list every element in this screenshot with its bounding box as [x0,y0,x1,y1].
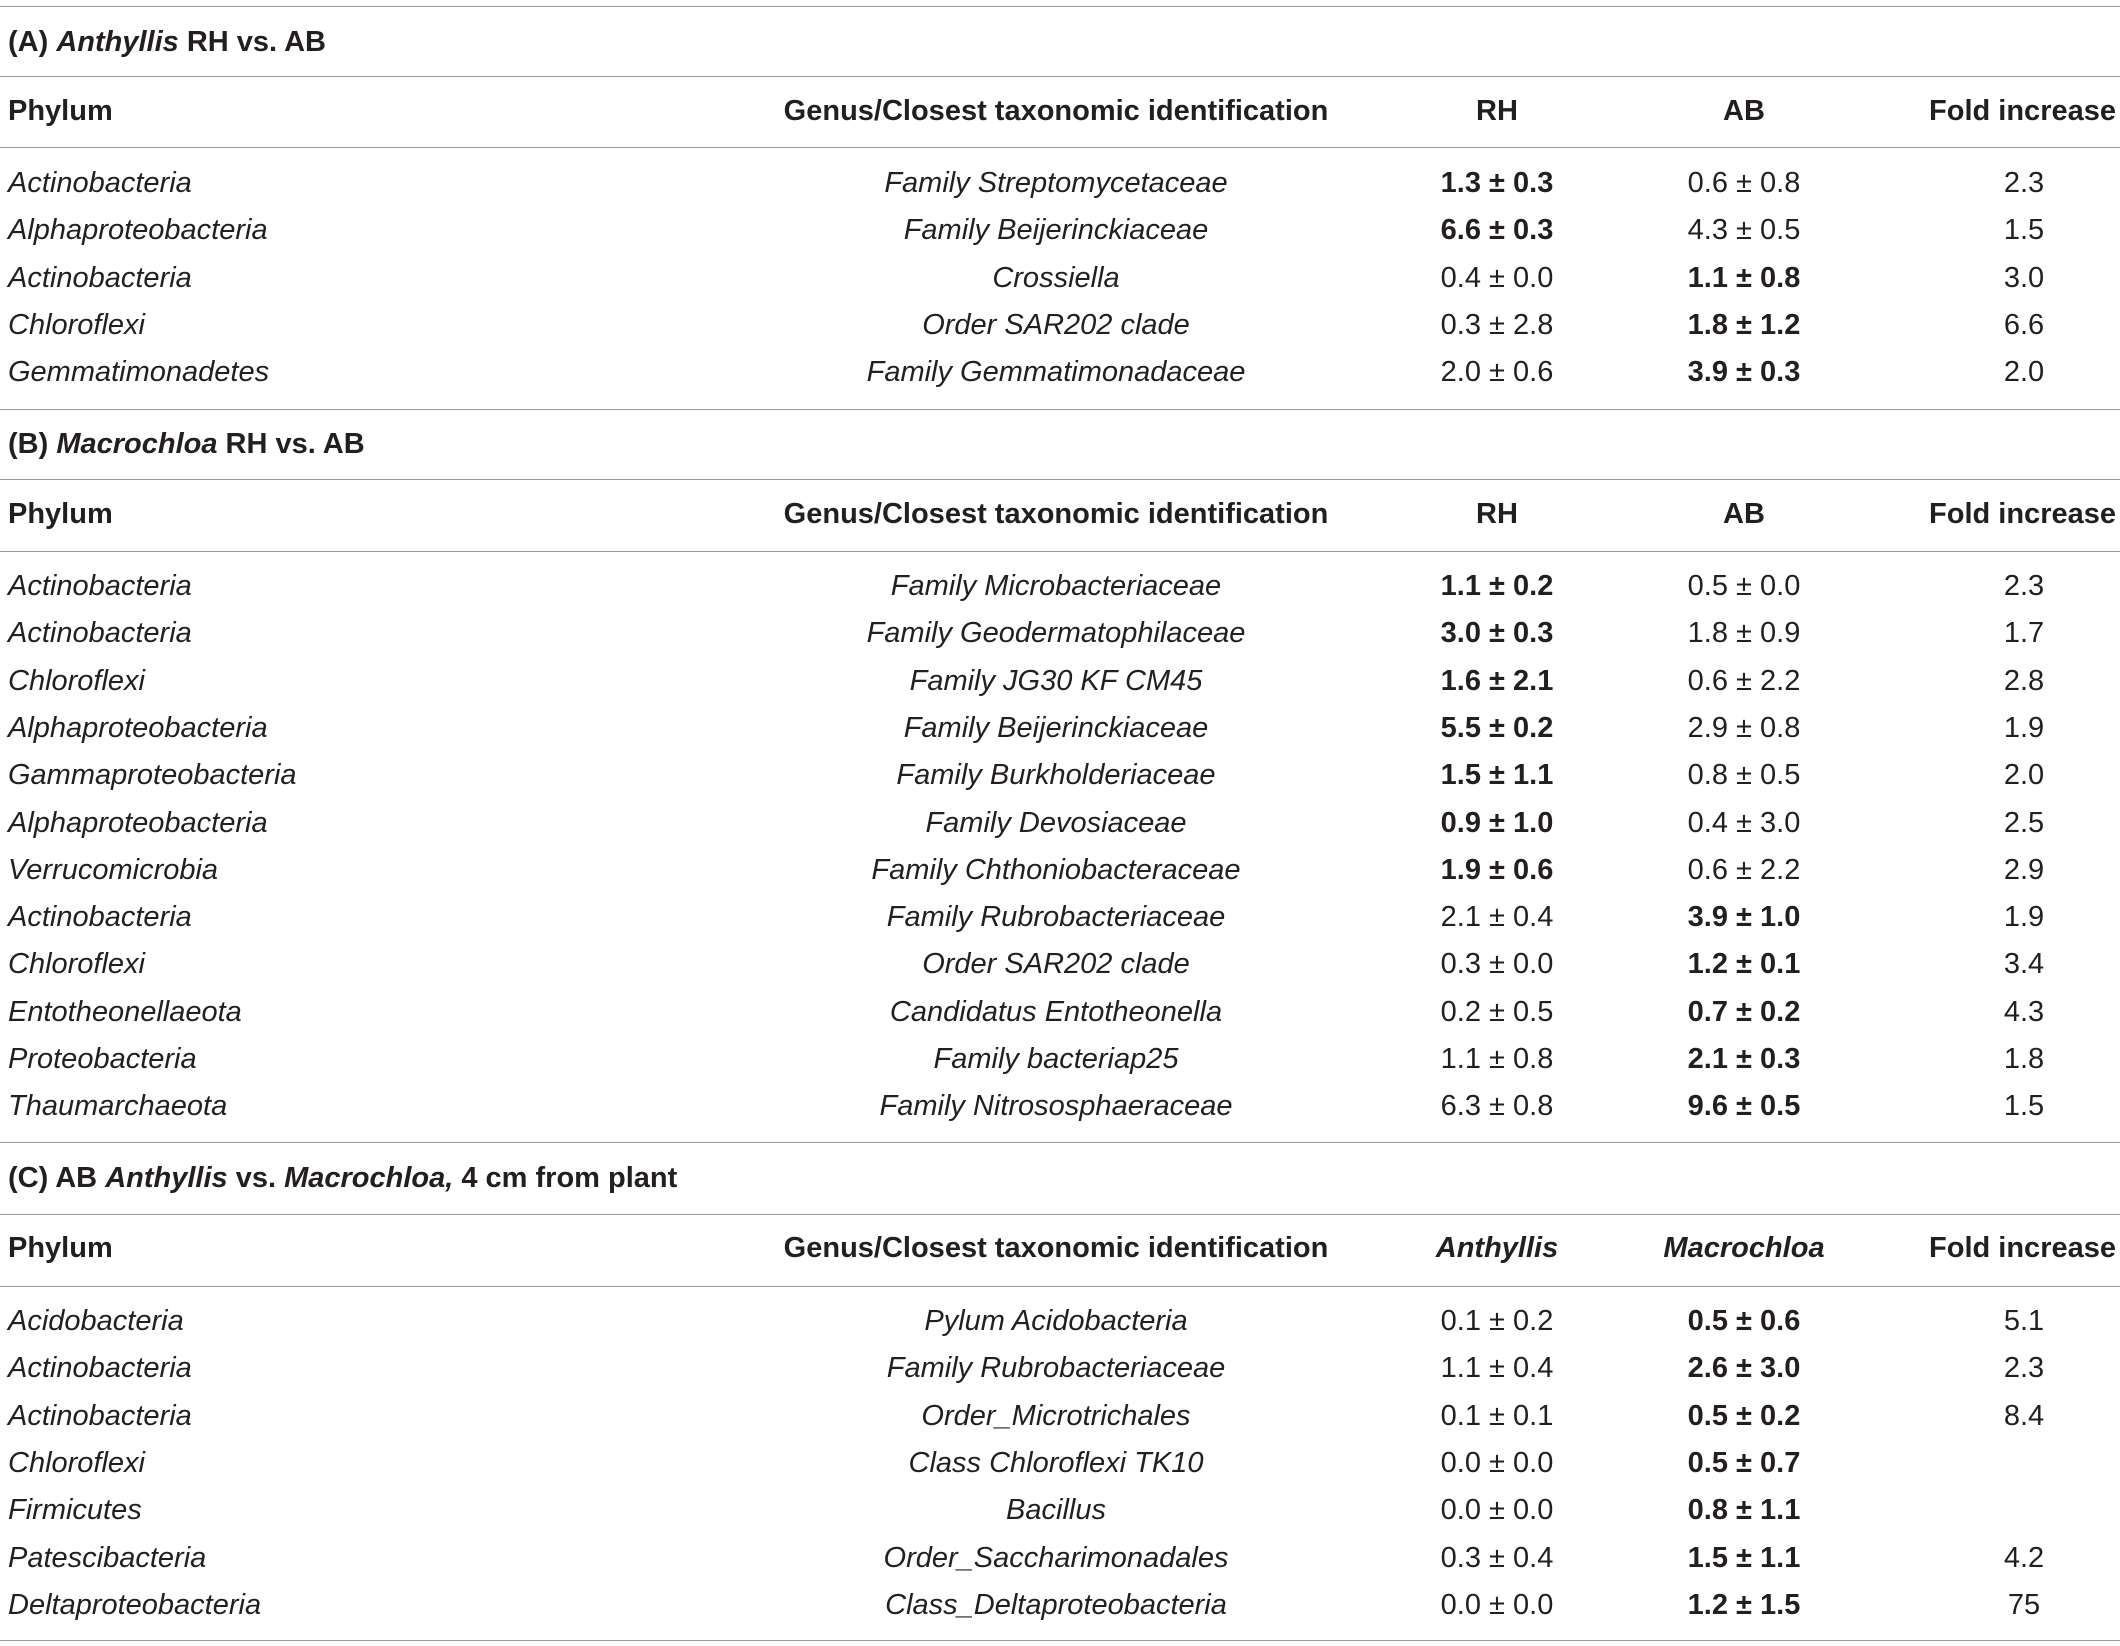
cell-genus: Family Nitrososphaeraceae [879,1090,1233,1123]
cell-value-a: 2.1 ± 0.4 [1440,901,1554,934]
cell-value-a: 1.1 ± 0.4 [1440,1352,1554,1385]
cell-value-b: 2.6 ± 3.0 [1687,1352,1801,1385]
cell-fold-increase: 1.7 [2003,617,2045,650]
cell-value-b: 1.8 ± 0.9 [1687,617,1801,650]
header-phylum: Phylum [8,95,113,127]
cell-value-a: 2.0 ± 0.6 [1440,356,1554,389]
header-rule [0,551,2120,552]
header-rule [0,1286,2120,1287]
cell-fold-increase: 2.0 [2003,356,2045,389]
section-title-mid: vs. [227,1162,285,1194]
section-title-rest: 4 cm from plant [453,1162,678,1194]
cell-genus: Family Rubrobacteriaceae [886,1352,1226,1385]
cell-genus: Family Geodermatophilaceae [866,617,1246,650]
cell-value-b: 4.3 ± 0.5 [1687,214,1801,247]
cell-genus: Class Chloroflexi TK10 [908,1446,1204,1479]
cell-fold-increase: 1.5 [2003,214,2045,247]
cell-fold-increase: 1.9 [2003,711,2045,744]
cell-value-b: 1.2 ± 0.1 [1687,948,1801,981]
cell-value-b: 0.7 ± 0.2 [1687,995,1801,1028]
cell-genus: Order SAR202 clade [922,948,1190,981]
cell-genus: Order_Saccharimonadales [883,1541,1229,1574]
cell-phylum: Acidobacteria [8,1305,184,1337]
section-title-italic: Anthyllis [56,26,179,58]
cell-value-a: 0.9 ± 1.0 [1440,806,1554,839]
section-title-rest: RH vs. AB [217,428,365,460]
cell-value-a: 0.0 ± 0.0 [1440,1446,1554,1479]
cell-phylum: Proteobacteria [8,1043,197,1075]
section-title-italic: Anthyllis [105,1162,228,1194]
header-rule [0,147,2120,148]
cell-phylum: Chloroflexi [8,1446,145,1479]
section-title-rest: RH vs. AB [178,26,326,58]
header-phylum: Phylum [8,498,113,530]
cell-fold-increase: 2.5 [2003,806,2045,839]
cell-phylum: Firmicutes [8,1494,142,1527]
section-label: (C) AB [8,1162,106,1194]
cell-value-a: 0.1 ± 0.1 [1440,1399,1554,1432]
cell-genus: Family JG30 KF CM45 [909,664,1203,697]
cell-value-a: 0.4 ± 0.0 [1440,261,1554,294]
cell-phylum: Actinobacteria [8,261,192,294]
cell-phylum: Chloroflexi [8,664,145,697]
cell-phylum: Gemmatimonadetes [8,356,270,389]
cell-genus: Family Rubrobacteriaceae [886,901,1226,934]
cell-fold-increase: 3.4 [2003,948,2045,981]
cell-value-a: 1.3 ± 0.3 [1440,167,1554,199]
cell-phylum: Actinobacteria [8,901,192,934]
cell-fold-increase: 1.5 [2003,1090,2045,1123]
section-title-italic: Macrochloa [56,428,218,460]
cell-fold-increase: 8.4 [2003,1399,2045,1432]
cell-genus: Family Burkholderiaceae [896,759,1216,792]
cell-value-a: 6.3 ± 0.8 [1440,1090,1554,1123]
cell-genus: Family Streptomycetaceae [884,167,1228,199]
cell-phylum: Entotheonellaeota [8,995,242,1028]
cell-value-b: 0.5 ± 0.7 [1687,1446,1801,1479]
cell-value-a: 1.9 ± 0.6 [1440,853,1554,886]
cell-fold-increase: 2.0 [2003,759,2045,792]
cell-value-b: 0.5 ± 0.6 [1687,1305,1801,1337]
top-rule [0,6,2120,7]
cell-value-b: 1.1 ± 0.8 [1687,261,1801,294]
section-title [8,1162,677,1195]
cell-value-a: 0.1 ± 0.2 [1440,1305,1554,1337]
bottom-rule [0,1142,2120,1143]
cell-phylum: Alphaproteobacteria [8,711,268,744]
cell-value-a: 3.0 ± 0.3 [1440,617,1554,650]
cell-value-b: 0.5 ± 0.0 [1687,570,1801,602]
cell-fold-increase: 2.9 [2003,853,2045,886]
cell-fold-increase: 2.3 [2003,570,2045,602]
header-col-a: RH [1476,498,1518,530]
header-col-b: AB [1723,95,1765,127]
cell-phylum: Deltaproteobacteria [8,1588,262,1621]
cell-phylum: Chloroflexi [8,948,145,981]
cell-value-a: 5.5 ± 0.2 [1440,711,1554,744]
cell-fold-increase: 2.3 [2003,1352,2045,1385]
cell-value-a: 0.3 ± 0.0 [1440,948,1554,981]
cell-fold-increase: 2.3 [2003,167,2045,199]
cell-genus: Family Beijerinckiaceae [903,711,1209,744]
bottom-rule [0,1640,2120,1641]
cell-value-a: 1.1 ± 0.2 [1440,570,1554,602]
cell-phylum: Patescibacteria [8,1541,207,1574]
cell-value-a: 0.3 ± 0.4 [1440,1541,1554,1574]
cell-genus: Family bacteriap25 [933,1043,1179,1075]
cell-value-b: 3.9 ± 1.0 [1687,901,1801,934]
cell-genus: Candidatus Entotheonella [889,995,1223,1028]
section-rule [0,76,2120,77]
header-fold: Fold increase [1929,95,2116,127]
cell-fold-increase: 3.0 [2003,261,2045,294]
header-phylum: Phylum [8,1232,113,1264]
cell-value-a: 1.1 ± 0.8 [1440,1043,1554,1075]
cell-value-a: 0.0 ± 0.0 [1440,1588,1554,1621]
section-title [8,26,326,59]
cell-value-b: 0.6 ± 2.2 [1687,853,1801,886]
cell-genus: Pylum Acidobacteria [924,1305,1188,1337]
cell-genus: Family Gemmatimonadaceae [866,356,1246,389]
cell-value-a: 0.0 ± 0.0 [1440,1494,1554,1527]
cell-genus: Crossiella [992,261,1120,294]
cell-phylum: Actinobacteria [8,167,192,199]
cell-fold-increase: 2.8 [2003,664,2045,697]
cell-phylum: Thaumarchaeota [8,1090,228,1123]
cell-genus: Family Microbacteriaceae [890,570,1222,602]
cell-phylum: Gammaproteobacteria [8,759,297,792]
header-col-a: Anthyllis [1435,1232,1559,1264]
cell-value-b: 0.4 ± 3.0 [1687,806,1801,839]
header-fold: Fold increase [1929,498,2116,530]
cell-phylum: Alphaproteobacteria [8,806,268,839]
cell-genus: Family Chthoniobacteraceae [871,853,1241,886]
cell-value-b: 2.9 ± 0.8 [1687,711,1801,744]
cell-value-b: 0.6 ± 0.8 [1687,167,1801,199]
section-label: (B) [8,428,57,460]
cell-value-b: 1.2 ± 1.5 [1687,1588,1801,1621]
cell-phylum: Actinobacteria [8,617,192,650]
section-title [8,428,365,461]
cell-value-b: 0.5 ± 0.2 [1687,1399,1801,1432]
section-label: (A) [8,26,57,58]
section-rule [0,479,2120,480]
header-col-b: Macrochloa [1663,1232,1825,1264]
header-fold: Fold increase [1929,1232,2116,1264]
cell-value-a: 0.3 ± 2.8 [1440,308,1554,341]
header-genus: Genus/Closest taxonomic identification [783,1232,1329,1264]
cell-genus: Family Beijerinckiaceae [903,214,1209,247]
cell-value-a: 0.2 ± 0.5 [1440,995,1554,1028]
cell-phylum: Actinobacteria [8,1399,192,1432]
section-title-italic2: Macrochloa, [284,1162,454,1194]
cell-phylum: Alphaproteobacteria [8,214,268,247]
cell-fold-increase: 5.1 [2003,1305,2045,1337]
cell-value-b: 3.9 ± 0.3 [1687,356,1801,389]
cell-fold-increase: 4.2 [2003,1541,2045,1574]
cell-value-b: 1.5 ± 1.1 [1687,1541,1801,1574]
cell-value-a: 1.6 ± 2.1 [1440,664,1554,697]
cell-value-b: 0.6 ± 2.2 [1687,664,1801,697]
cell-genus: Bacillus [1006,1494,1106,1527]
cell-fold-increase: 1.8 [2003,1043,2045,1075]
cell-value-b: 0.8 ± 1.1 [1687,1494,1801,1527]
cell-genus: Order_Microtrichales [921,1399,1191,1432]
cell-phylum: Chloroflexi [8,308,145,341]
cell-value-b: 9.6 ± 0.5 [1687,1090,1801,1123]
cell-fold-increase: 1.9 [2003,901,2045,934]
cell-value-a: 6.6 ± 0.3 [1440,214,1554,247]
header-col-b: AB [1723,498,1765,530]
cell-fold-increase: 4.3 [2003,995,2045,1028]
header-genus: Genus/Closest taxonomic identification [783,95,1329,127]
cell-genus: Family Devosiaceae [925,806,1187,839]
cell-value-b: 0.8 ± 0.5 [1687,759,1801,792]
section-rule [0,1214,2120,1215]
cell-genus: Class_Deltaproteobacteria [885,1588,1227,1621]
cell-phylum: Verrucomicrobia [8,853,219,886]
cell-fold-increase: 75 [2007,1588,2041,1621]
header-genus: Genus/Closest taxonomic identification [783,498,1329,530]
cell-fold-increase: 6.6 [2003,308,2045,341]
cell-phylum: Actinobacteria [8,1352,192,1385]
header-col-a: RH [1476,95,1518,127]
cell-value-a: 1.5 ± 1.1 [1440,759,1554,792]
cell-phylum: Actinobacteria [8,570,192,602]
cell-genus: Order SAR202 clade [922,308,1190,341]
cell-value-b: 1.8 ± 1.2 [1687,308,1801,341]
bottom-rule [0,409,2120,410]
cell-value-b: 2.1 ± 0.3 [1687,1043,1801,1075]
